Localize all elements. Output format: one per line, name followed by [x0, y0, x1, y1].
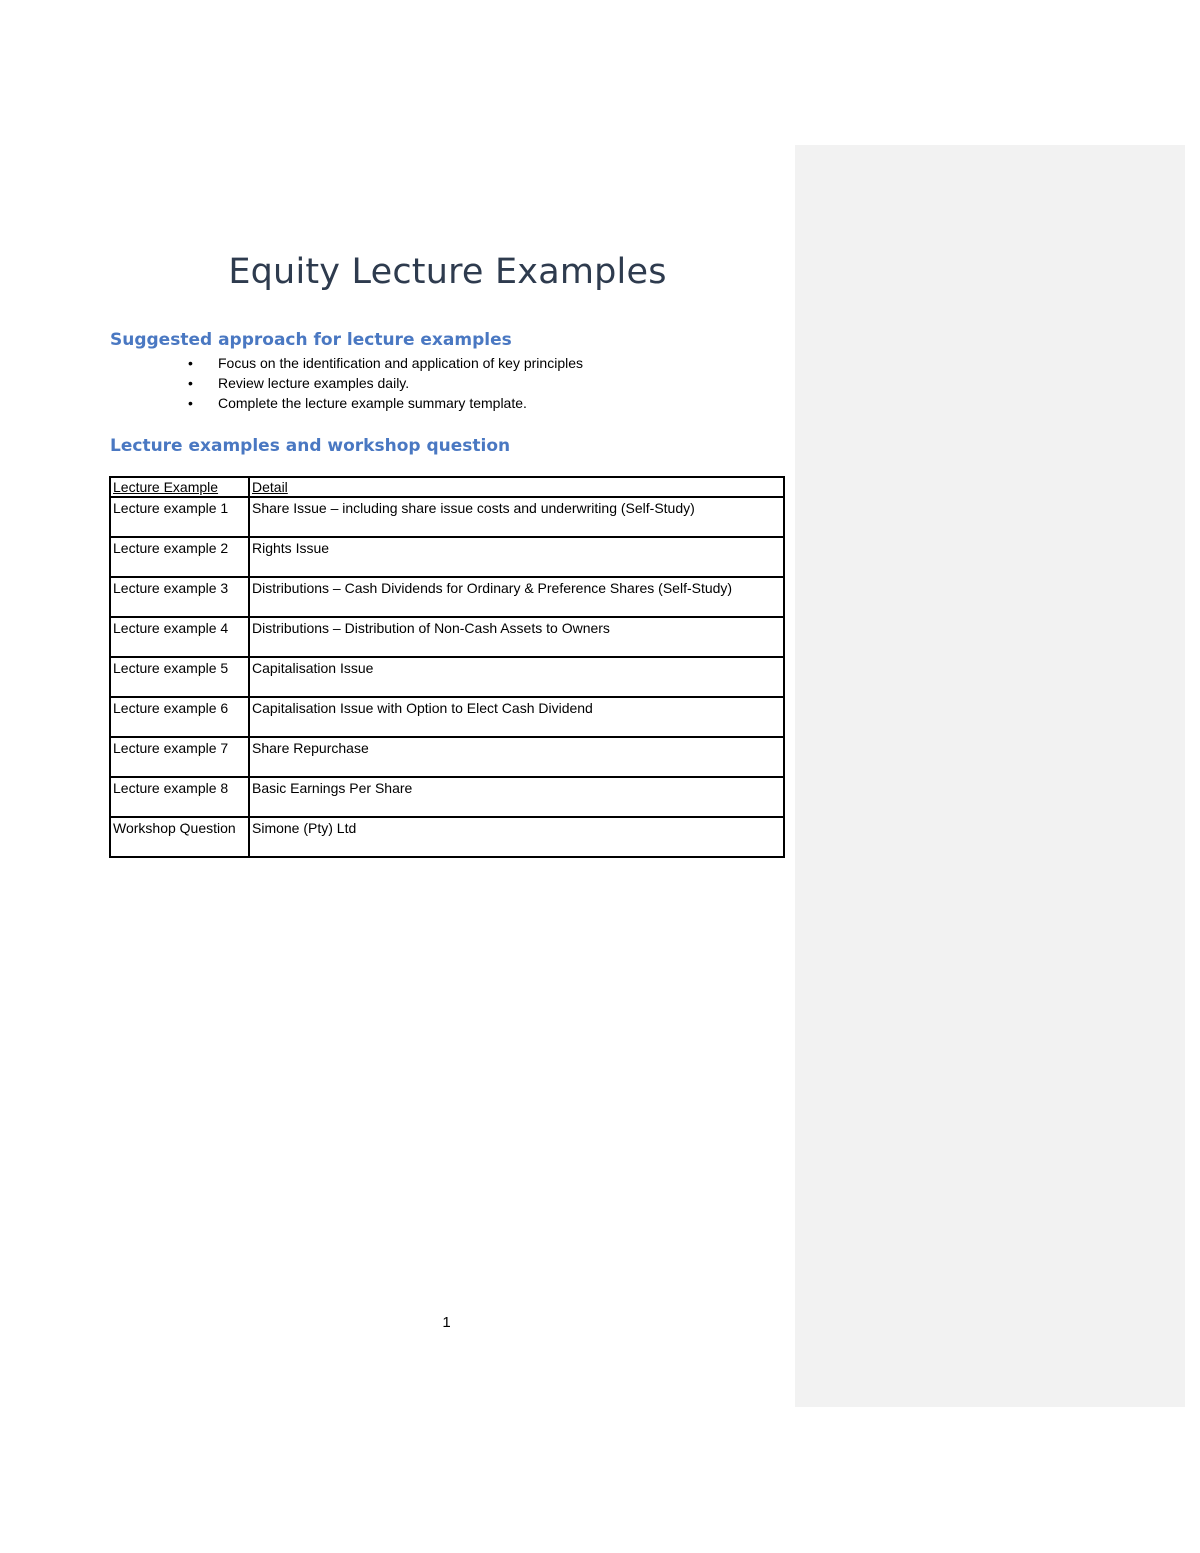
cell-example: Lecture example 6 — [110, 697, 249, 737]
header-detail: Detail — [249, 477, 784, 497]
cell-detail: Simone (Pty) Ltd — [249, 817, 784, 857]
bullet-item — [186, 393, 583, 413]
cell-detail: Basic Earnings Per Share — [249, 777, 784, 817]
table-row — [110, 497, 784, 537]
table-row — [110, 617, 784, 657]
table-row — [110, 537, 784, 577]
cell-detail: Distributions – Distribution of Non-Cash Assets to Owners — [249, 617, 784, 657]
table-row — [110, 737, 784, 777]
cell-detail: Capitalisation Issue with Option to Elect Cash Dividend — [249, 697, 784, 737]
cell-detail: Rights Issue — [249, 537, 784, 577]
table-row — [110, 777, 784, 817]
cell-example: Lecture example 5 — [110, 657, 249, 697]
approach-bullet-list — [186, 353, 583, 413]
cell-example: Lecture example 7 — [110, 737, 249, 777]
bullet-dot-icon: • — [188, 375, 193, 391]
table-row — [110, 657, 784, 697]
bullet-dot-icon: • — [188, 355, 193, 371]
cell-example: Lecture example 1 — [110, 497, 249, 537]
bullet-item — [186, 353, 583, 373]
bullet-item — [186, 373, 583, 393]
bullet-text: Complete the lecture example summary template. — [218, 395, 527, 411]
cell-detail: Share Repurchase — [249, 737, 784, 777]
document-title: Equity Lecture Examples — [228, 252, 667, 292]
cell-example: Lecture example 4 — [110, 617, 249, 657]
comment-margin-pane — [795, 145, 1185, 1407]
header-lecture-example: Lecture Example — [110, 477, 249, 497]
table-row — [110, 817, 784, 857]
cell-example: Lecture example 8 — [110, 777, 249, 817]
page-number: 1 — [442, 1314, 451, 1331]
cell-detail: Capitalisation Issue — [249, 657, 784, 697]
lecture-examples-table — [109, 476, 785, 858]
cell-example: Lecture example 2 — [110, 537, 249, 577]
section-heading-approach: Suggested approach for lecture examples — [110, 330, 512, 350]
table-row — [110, 577, 784, 617]
bullet-dot-icon: • — [188, 395, 193, 411]
cell-example: Workshop Question — [110, 817, 249, 857]
cell-example: Lecture example 3 — [110, 577, 249, 617]
table-header-row — [110, 477, 784, 497]
table-row — [110, 697, 784, 737]
bullet-text: Review lecture examples daily. — [218, 375, 410, 391]
cell-detail: Share Issue – including share issue costs and underwriting (Self-Study) — [249, 497, 784, 537]
bullet-text: Focus on the identification and application of key principles — [218, 355, 583, 371]
section-heading-examples: Lecture examples and workshop question — [110, 436, 511, 456]
cell-detail: Distributions – Cash Dividends for Ordinary & Preference Shares (Self-Study) — [249, 577, 784, 617]
